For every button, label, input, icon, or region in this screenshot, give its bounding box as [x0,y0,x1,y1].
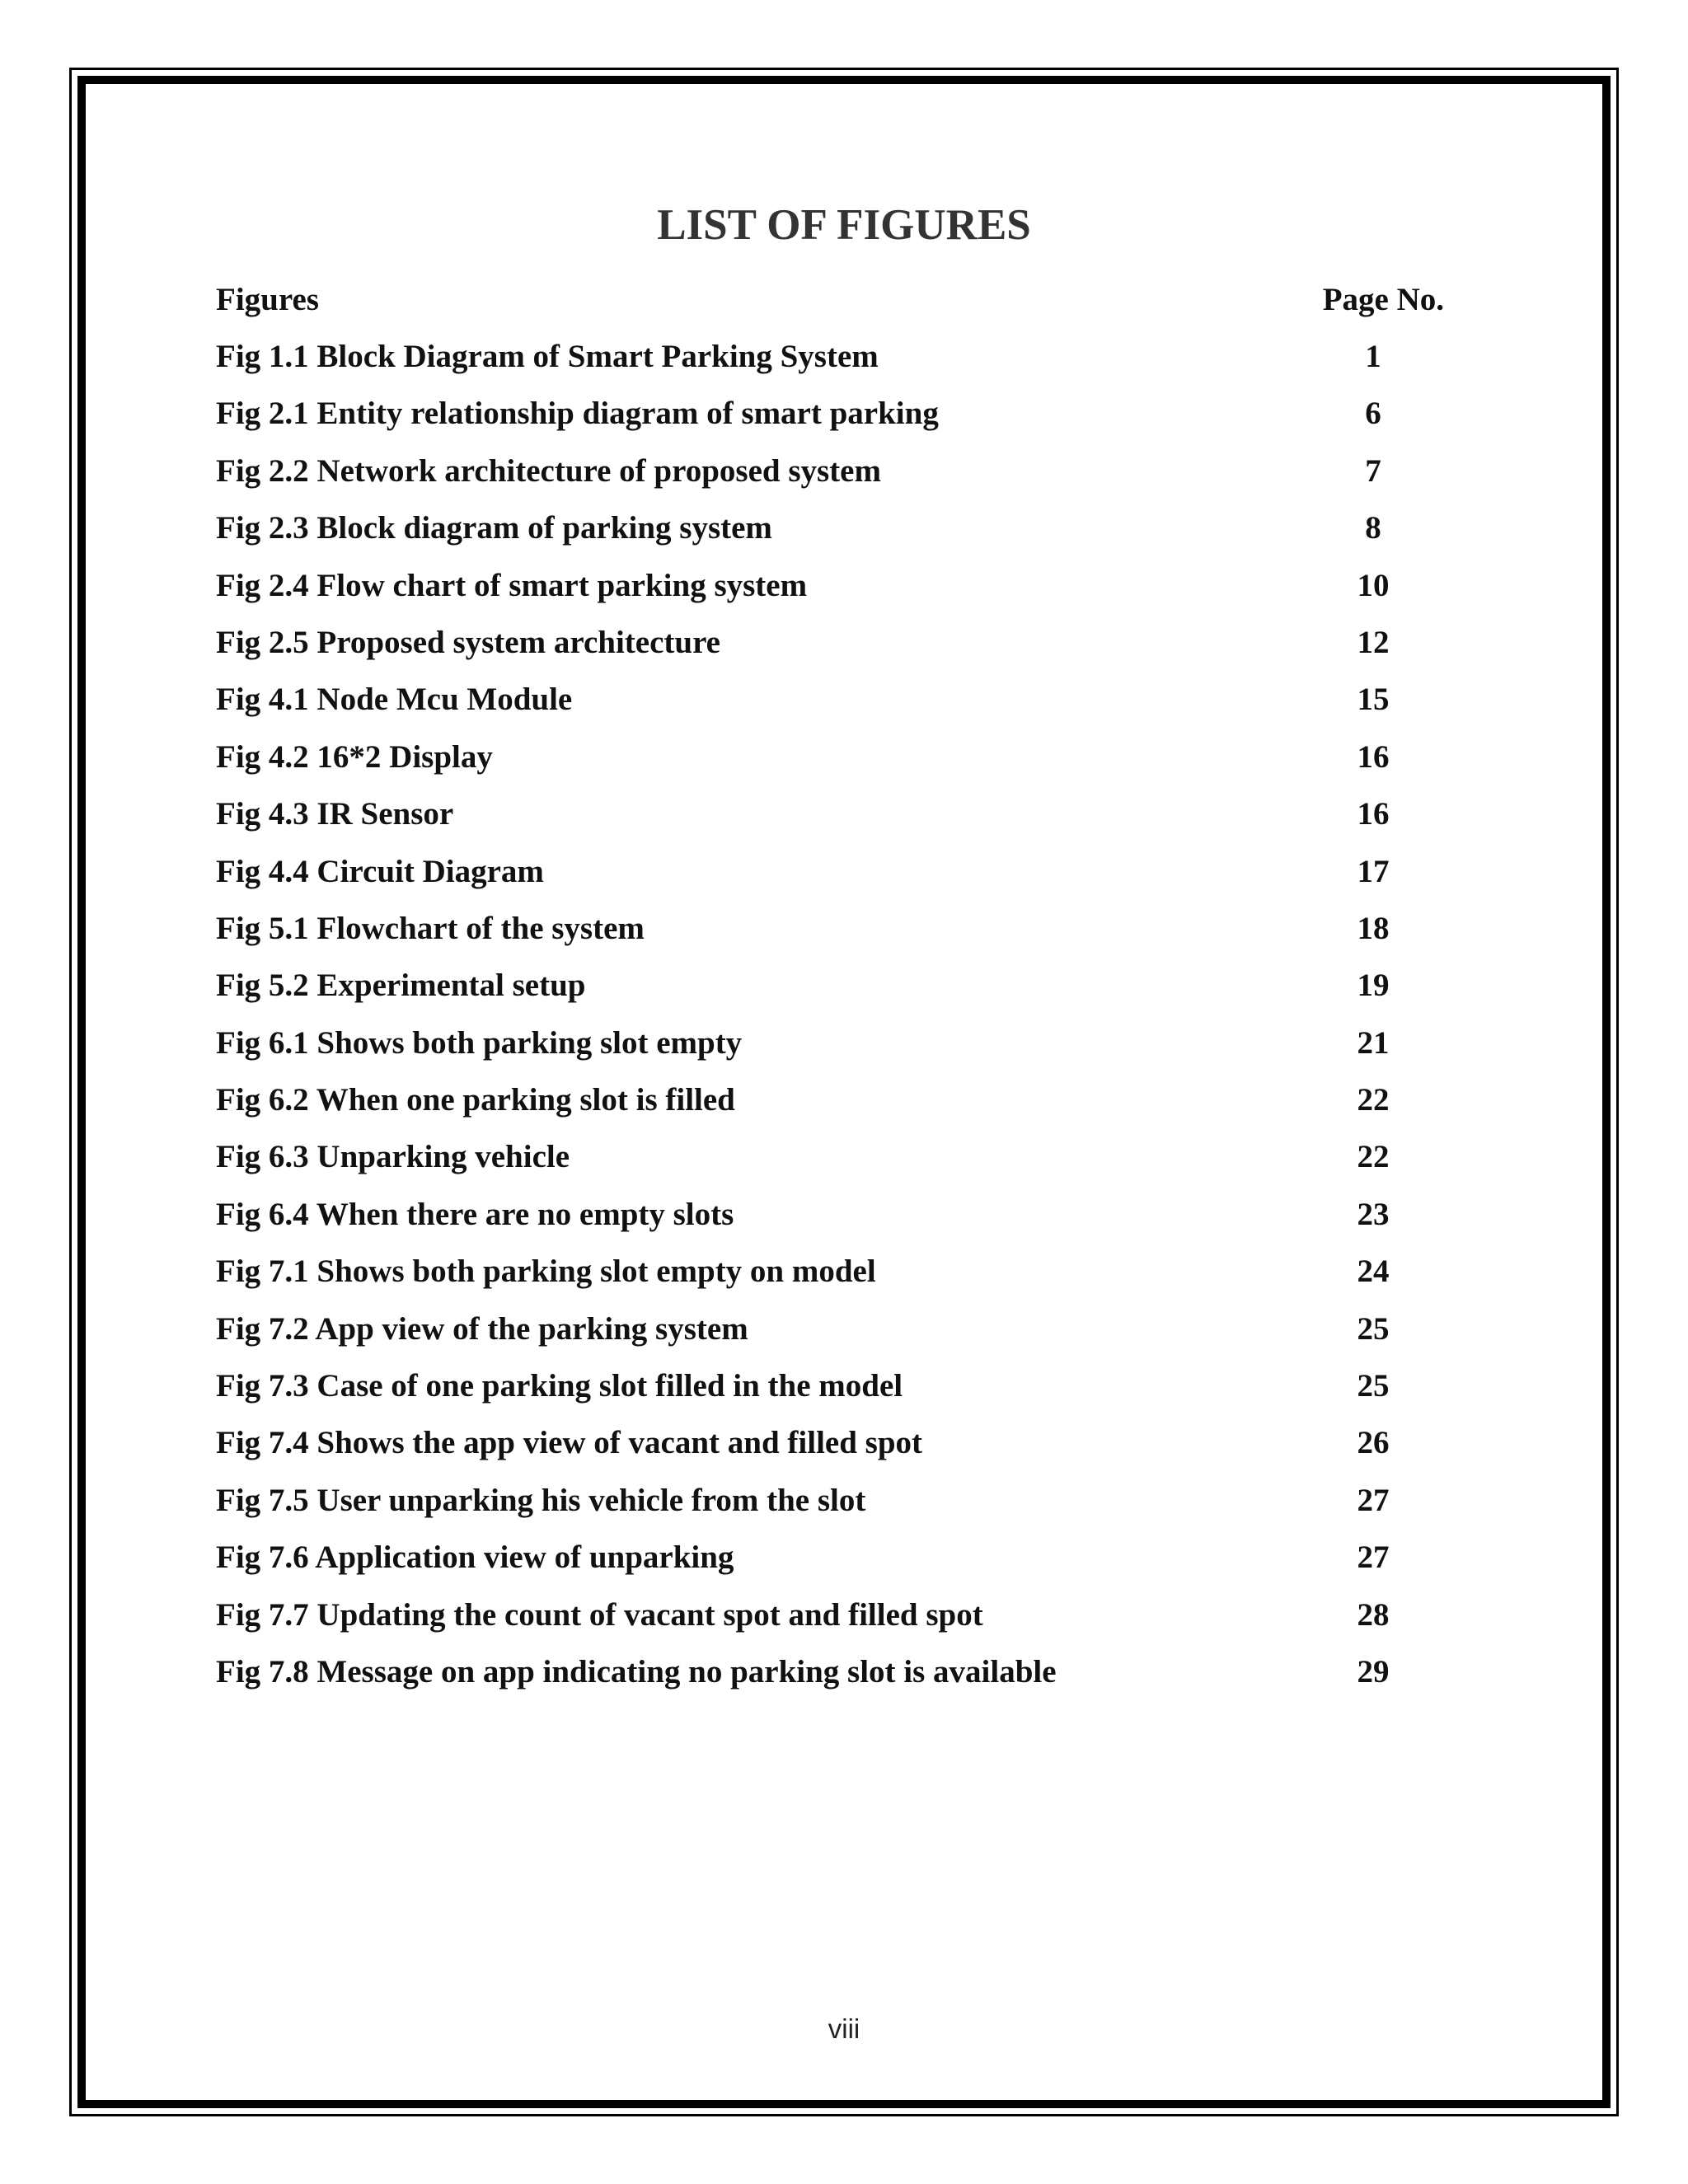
list-item [216,851,1444,907]
list-item [216,793,1444,850]
figure-page-number: 24 [1357,1254,1390,1290]
figure-page-number: 25 [1357,1368,1390,1404]
figure-caption: Fig 2.2 Network architecture of proposed system [216,452,881,489]
figure-caption: Fig 7.7 Updating the count of vacant spot and filled spot [216,1596,983,1633]
figure-page-number: 29 [1357,1653,1390,1690]
page-number-column-header: Page No. [1322,282,1444,317]
figure-caption: Fig 6.1 Shows both parking slot empty [216,1024,743,1061]
list-item [216,1308,1444,1365]
figure-caption: Fig 7.1 Shows both parking slot empty on model [216,1254,876,1290]
list-item [216,1365,1444,1422]
figure-caption: Fig 7.6 Application view of unparking [216,1540,734,1576]
figure-caption: Fig 4.3 IR Sensor [216,796,454,832]
figure-caption: Fig 7.2 App view of the parking system [216,1310,748,1347]
list-item [216,1136,1444,1193]
list-item [216,565,1444,621]
figure-page-number: 22 [1357,1082,1390,1118]
list-item [216,335,1444,392]
figure-page-number: 15 [1357,682,1390,718]
figure-caption: Fig 4.1 Node Mcu Module [216,682,573,718]
figure-caption: Fig 6.3 Unparking vehicle [216,1139,570,1175]
list-item [216,964,1444,1021]
figure-page-number: 21 [1357,1024,1390,1061]
figure-page-number: 19 [1357,968,1390,1004]
figure-page-number: 7 [1365,452,1381,489]
figure-page-number: 28 [1357,1596,1390,1633]
list-header [216,279,1444,321]
figure-caption: Fig 7.8 Message on app indicating no parking slot is available [216,1653,1057,1690]
figure-caption: Fig 7.4 Shows the app view of vacant and filled spot [216,1425,923,1461]
list-item [216,1079,1444,1136]
list-item [216,507,1444,564]
figure-caption: Fig 2.3 Block diagram of parking system [216,510,772,546]
figure-page-number: 16 [1357,796,1390,832]
figure-caption: Fig 2.4 Flow chart of smart parking system [216,567,808,603]
figure-page-number: 22 [1357,1139,1390,1175]
figure-caption: Fig 6.2 When one parking slot is filled [216,1082,735,1118]
list-item [216,1422,1444,1479]
figure-page-number: 25 [1357,1310,1390,1347]
figure-list [216,335,1444,1708]
figure-caption: Fig 4.2 16*2 Display [216,738,493,775]
list-item [216,736,1444,793]
figure-page-number: 17 [1357,853,1390,889]
figure-caption: Fig 2.1 Entity relationship diagram of smart parking [216,396,939,432]
figure-page-number: 16 [1357,738,1390,775]
figure-caption: Fig 1.1 Block Diagram of Smart Parking System [216,339,879,374]
figure-caption: Fig 6.4 When there are no empty slots [216,1196,734,1232]
figure-page-number: 8 [1365,510,1381,546]
list-item [216,1594,1444,1651]
figure-page-number: 18 [1357,910,1390,946]
list-item [216,1250,1444,1307]
list-item [216,621,1444,678]
figure-page-number: 27 [1357,1482,1390,1518]
figure-page-number: 12 [1357,624,1390,660]
figure-caption: Fig 7.3 Case of one parking slot filled in the model [216,1368,903,1404]
list-item [216,907,1444,964]
list-item [216,450,1444,507]
figure-caption: Fig 5.2 Experimental setup [216,968,586,1004]
list-item [216,1193,1444,1250]
list-item [216,392,1444,449]
list-item [216,1022,1444,1079]
list-item [216,1479,1444,1536]
figure-page-number: 10 [1357,567,1390,603]
figure-caption: Fig 2.5 Proposed system architecture [216,624,720,660]
list-item [216,678,1444,735]
list-item [216,1536,1444,1593]
figures-column-header: Figures [216,282,319,317]
figure-caption: Fig 5.1 Flowchart of the system [216,910,645,946]
page-footer-number: viii [828,2013,860,2044]
figure-caption: Fig 7.5 User unparking his vehicle from the slot [216,1482,866,1518]
figure-page-number: 26 [1357,1425,1390,1461]
figure-page-number: 23 [1357,1196,1390,1232]
figure-caption: Fig 4.4 Circuit Diagram [216,853,544,889]
figure-page-number: 1 [1365,339,1381,374]
figure-page-number: 27 [1357,1540,1390,1576]
figure-page-number: 6 [1365,396,1381,432]
list-item [216,1651,1444,1708]
page-title: LIST OF FIGURES [657,201,1031,249]
